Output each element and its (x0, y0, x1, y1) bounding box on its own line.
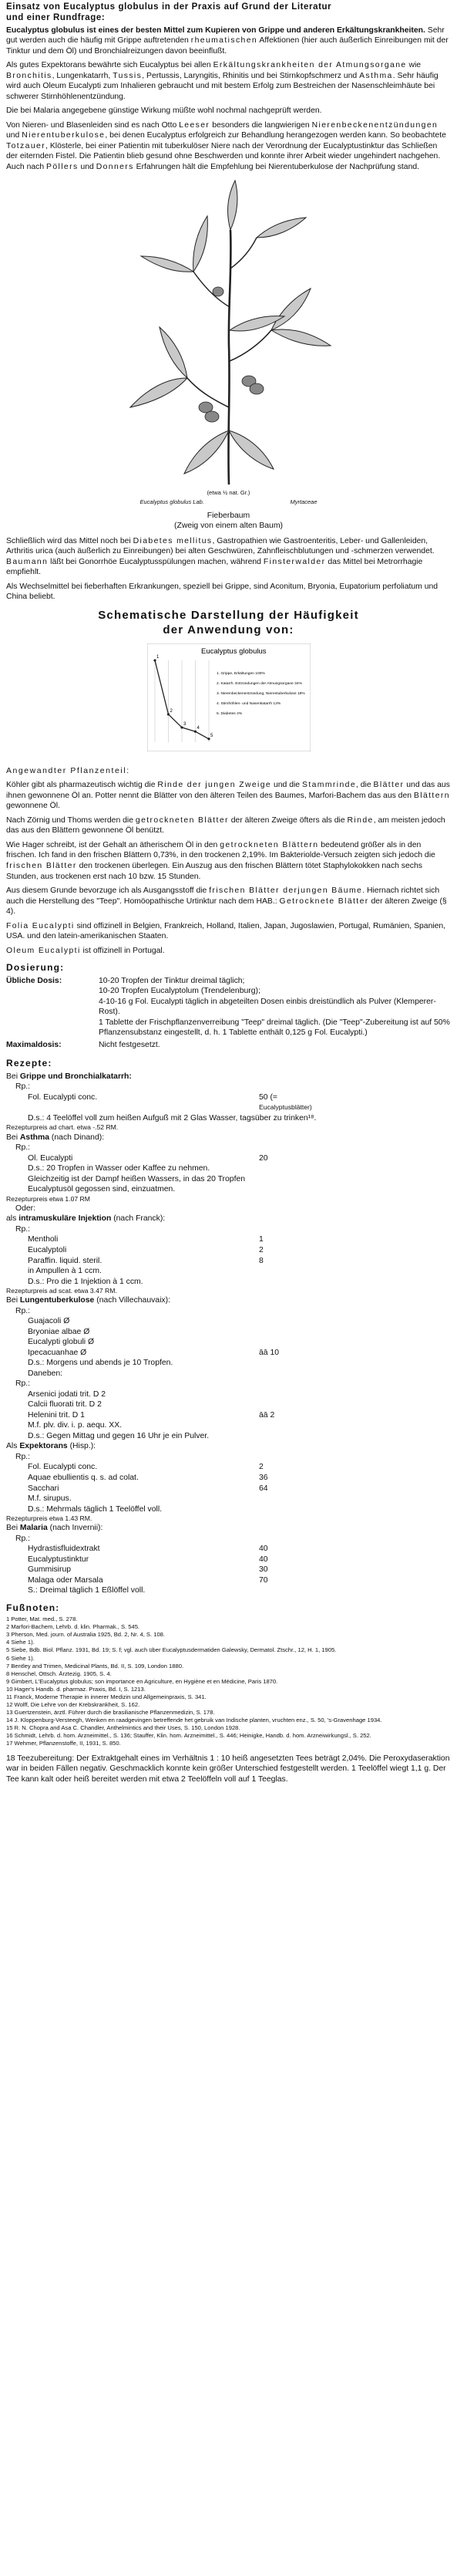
dosing-table: Übliche Dosis: 10-20 Tropfen der Tinktur dreimal täglich; 10-20 Tropfen Eucalyptolum (Trendelenburg); 4-10-16 g Fol. Eucalypti täglich in abgeteilten Dosen einbis dreistündlich als Pulver (Klemperer-Rost). 1 Tablette der Frischpflanzenverreibung "Teep" dreimal täglich. (Die "Teep"-Zubereitung ist auf 50% Pflanzensubstanz eingestellt, d. h. 1 Tablette enthält 0,125 g Fol. Eucalypti.) Maximaldosis: Nicht festgesetzt. (6, 976, 450, 1049)
chart-legend-entry: 1. Grippe, Erkältungen 100% (216, 672, 265, 677)
intro-paragraph-1: Eucalyptus globulus ist eines der besten Mittel zum Kupieren von Grippe und anderen Erkältungskrankheiten. Sehr gut werden auch die häufig mit Grippe auftretenden rheumatischen Affektionen (hier auch äußerlich Einreibungen mit der Tinktur und dem Öl) und Bronchialreizungen davon beeinflußt. (6, 25, 449, 56)
family-label: Myrtaceae (290, 498, 318, 505)
body-paragraph-6: Als Wechselmittel bei fieberhaften Erkrankungen, speziell bei Grippe, sind Aconitum, Bryonia, Eupatorium perfoliatum und China beliebt. (6, 582, 439, 602)
recipes-heading: Rezepte: (6, 1058, 52, 1069)
intro-paragraph-2: Als gutes Expektorans bewährte sich Eucalyptus bei allen Erkältungskrankheiten der Atmungsorgane wie Bronchitis, Lungenkatarrh, Tussis, Pertussis, Laryngitis, Rhinitis und bei Stirnkopfschmerz und Asthma. Sehr häufig wird auch Oleum Eucalypti zum Inhalieren gebraucht und mit bestem Erfolg zum Bestreichen der Nasenschleimhäute bei schwerer Stirnhöhlenentzündung. (6, 61, 439, 101)
plant-labels (140, 498, 318, 506)
recipe-malaria: Bei Malaria (nach Invernii): Rp.: Hydrastisfluidextrakt 40 Eucalyptustinktur 40 Gummisirup 30 Malaga oder Marsala 70 S.: Dreimal täglich 1 Eßlöffel voll. (6, 1524, 268, 1595)
chart-legend-entry: 5. Diabetes 4% (216, 712, 242, 717)
chart-point-label: 3 (183, 722, 186, 728)
footnote: 16 Schmidt, Lehrb. d. hom. Arzneimittel., S. 136; Stauffer, Klin. hom. Arzneimittel., S. 446; Heinigke, Handb. d. hom. Arzneiwirkungsl., S. 252. (6, 1731, 371, 1739)
footnote: 4 Siehe 1). (6, 1639, 35, 1646)
chart-point-label: 1 (156, 655, 159, 660)
chart-point-label: 2 (170, 709, 173, 714)
footnotes-list (6, 1615, 451, 1747)
applied-parts-heading: Angewandter Pflanzenteil: (6, 766, 130, 775)
recipe-grippe: Bei Grippe und Bronchialkatarrh: Rp.: Fol. Eucalypti conc. 50 (= Eucalyptusblätter) D.s.: 4 Teelöffel voll zum heißen Aufguß mit 2 Glas Wasser, tagsüber zu trinken¹⁸. Rezepturpreis ad chart. etwa -.52 RM. (6, 1072, 317, 1132)
frequency-chart (147, 643, 311, 755)
applied-parts-section: Angewandter Pflanzenteil: Köhler gibt als pharmazeutisch wichtig die Rinde der jungen Zweige und die Stammrinde, die Blätter und das aus ihnen gewonnene Öl an. Potter nennt die Blätter von den älteren Teilen des Baumes, Marfori-Bachem das aus den Blättern gewonnene Öl. Nach Zörnig und Thoms werden die getrockneten Blätter der älteren Zweige öfters als die Rinde, am meisten jedoch das aus den Blättern gewonnene Öl benützt. Wie Hager schreibt, ist der Gehalt an ätherischem Öl in den getrockneten Blättern bedeutend größer als in den frischen. Ich fand in den frischen Blättern 0,73%, in den trockenen 2,19%. Im Bakteriolde-Versuch zeigten sich jedoch die frischen Blätter den trockenen überlegen. Ein Auszug aus den frischen Blättern tötet Staphylokokken nach sechs Stunden, aus trockenen erst nach 10 bzw. 15 Stunden. Aus diesem Grunde bevorzuge ich als Ausgangsstoff die frischen Blätter derjungen Bäume. Hiernach richtet sich auch die Herstellung des "Teep". Homöopathische Urtinktur nach dem HAB.: Getrocknete Blätter der älteren Zweige (§ 4). Folia Eucalypti sind offizinell in Belgien, Frankreich, Holland, Italien, Japan, Jugoslawien, Portugal, Rumänien, Spanien, USA. und den latein-amerikanischen Staaten. Oleum Eucalypti ist offizinell in Portugal. (6, 766, 450, 955)
footnote: 10 Hager's Handb. d. pharmaz. Praxis, Bd. I, S. 1213. (6, 1685, 146, 1693)
chart-point-label: 5 (210, 734, 213, 739)
frequency-heading: Schematische Darstellung der Häufigkeit der Anwendung von: (98, 608, 359, 636)
scale-note: (etwa ½ nat. Gr.) (207, 489, 250, 497)
recipe-expectorant: Als Expektorans (Hisp.): Rp.: Fol. Eucalypti conc. 2 Aquae ebullientis q. s. ad colat. 36 Sacchari 64 M.f. sirupus. D.s.: Mehrmals täglich 1 Teelöffel voll. Rezepturpreis etwa 1.43 RM. (6, 1442, 268, 1523)
footnote: 15 R. N. Chopra and Asa C. Chandler, Anthelmintics and their Uses, S. 150, London 1928. (6, 1724, 240, 1731)
species-label: Eucalyptus globulus Lab. (139, 498, 204, 505)
footnote: 1 Potter, Mat. med., S. 278. (6, 1615, 78, 1623)
intro-paragraph-3: Die bei Malaria angegebene günstige Wirkung müßte wohl nochmal nachgeprüft werden. (6, 106, 322, 116)
footnote: 8 Henschel, Ottsch. Ärztezig. 1905, S. 4. (6, 1670, 112, 1677)
footnote: 13 Guertzenstein, ärztl. Führer durch die brasilianische Pflanzenmedizin, S. 178. (6, 1708, 215, 1716)
plant-illustration (113, 176, 344, 488)
chart-point-label: 4 (197, 726, 200, 731)
chart-legend-entry: 2. Katarrh. Entzündungen der Atmungsorgane 34% (216, 682, 302, 687)
footnote-18: 18 Teezubereitung: Der Extraktgehalt eines im Verhältnis 1 : 10 heiß angesetzten Tees beträgt 2,04%. Die Peroxydaseraktion war in beiden Fällen negativ. Geschmacklich konnte kein größer Unterschied festgestellt werden. 1 Teelöffel wiegt 1,1 g. Der Tee kann kalt oder heiß bereitet werden mit etwa 2 Teelöffeln voll auf 1 Teeglas. (6, 1754, 450, 1784)
footnote: 9 Gimbert, L'Eucalyptus globulus; son importance en Agriculture, en Hygiène et en Médicine, Paris 1870. (6, 1677, 278, 1685)
footnote: 3 Pherson, Med. journ. of Australia 1925, Bd. 2, Nr. 4, S. 108. (6, 1631, 165, 1639)
figure-caption: Fieberbaum (Zweig von einem alten Baum) (174, 511, 283, 531)
footnote: 5 Siebe, Bdb. Biol. Pflanz. 1931, Bd. 19; S. f; vgl. auch über Eucalyptusdermatiden Galewsky, Dermatol. Ztschr., 12, H. 1, 1905. (6, 1646, 337, 1654)
footnotes-heading: Fußnoten: (6, 1602, 60, 1613)
recipe-asthma: Bei Asthma (nach Dinand): Rp.: Ol. Eucalypti 20 D.s.: 20 Tropfen in Wasser oder Kaffee zu nehmen. Gleichzeitig ist der Dampf heißen Wassers, in das 20 Tropfen Eucalyptusöl gegossen sind, einzuatmen. Rezepturpreis etwa 1.07 RM Oder: (6, 1133, 268, 1213)
intro-section (6, 2, 451, 172)
footnote: 14 J. Kloppenburg-Versteegh, Wenken en raadgevingen betreffende het gebruik van Indische planten, vruchten enz., S. 50, 's-Gravenhage 1934. (6, 1716, 382, 1724)
page-title: Einsatz von Eucalyptus globulus in der Praxis auf Grund der Literatur und einer Rundfrage: (6, 2, 332, 23)
footnote: 2 Marfori-Bachem, Lehrb. d. klin. Pharmak., S. 545. (6, 1623, 140, 1631)
recipe-tuberculosis: Bei Lungentuberkulose (nach Villechauvaix): Rp.: Guajacoli Ø Bryoniae albae Ø Eucalypti globuli Ø Ipecacuanhae Ø āā 10 D.s.: Morgens und abends je 10 Tropfen. Daneben: Rp.: Arsenici jodati trit. D 2 Calcii fluorati trit. D 2 Helenini trit. D 1 āā 2 M.f. plv. div. i. p. aequ. XX. D.s.: Gegen Mittag und gegen 16 Uhr je ein Pulver. (6, 1296, 280, 1440)
eucalyptus-branch-drawing (113, 176, 344, 488)
chart-title: Eucalyptus globulus (200, 647, 266, 657)
chart-legend-entry: 4. Stirnhöhlen- und Nasenkatarrh 13% (216, 702, 281, 707)
footnote: 6 Siehe 1). (6, 1654, 35, 1662)
footnote: 17 Wehmer, Pflanzenstoffe, II, 1931, S. 850. (6, 1739, 121, 1747)
chart-legend-entry: 3. Nierenbeckenentzündung, Nierentuberkulose 18% (216, 692, 305, 697)
footnote: 11 Franck, Moderne Therapie in innerer Medizin und Allgemeinpraxis, S. 341. (6, 1693, 207, 1700)
footnote: 7 Bentley and Trimen, Medicinal Plants, Bd. II, S. 109, London 1880. (6, 1662, 184, 1670)
recipe-injection: als intramuskuläre Injektion (nach Franck): Rp.: Mentholi 1 Eucalyptoli 2 Paraffin. liquid. steril. 8 in Ampullen à 1 ccm. D.s.: Pro die 1 Injektion à 1 ccm. Rezepturpreis ad scat. etwa 3.47 RM. (6, 1214, 264, 1295)
frequency-chart-svg (147, 643, 311, 751)
body-paragraph-5: Schließlich wird das Mittel noch bei Diabetes mellitus, Gastropathien wie Gastroenteritis, Leber- und Gallenleiden, Arthritis urica (auch äußerlich zu Einreibungen) bei alten Geschwüren, Zahnfleischblutungen und -schmerzen verwendet. Baumann läßt bei Gonorrhöe Eucalyptusspülungen machen, während Finsterwalder das Mittel bei Metrorrhagie empfiehlt. (6, 536, 435, 577)
footnote: 12 Wolff, Die Lehre von der Krebskrankheit, S. 162. (6, 1700, 140, 1708)
intro-paragraph-4: Von Nieren- und Blasenleiden sind es nach Otto Leeser besonders die langwierigen Nierenbeckenentzündungen und Nierentuberkulose, bei denen Eucalyptus erfolgreich zur Behandlung herangezogen werden kann. So beobachtete Totzauer, Klösterle, bei einer Patientin mit tuberkulöser Niere nach der Verordnung der Eucalyptustinktur das Schließen der eiternden Fistel. Die Patientin blieb gesund ohne Beschwerden und konnte ihrer Arbeit wieder ungehindert nachgehen. Auch nach Pöllers und Donners Erfahrungen hält die Empfehlung bei Nierentuberkulose der Nachprüfung stand. (6, 120, 446, 171)
dosing-heading: Dosierung: (6, 962, 65, 974)
